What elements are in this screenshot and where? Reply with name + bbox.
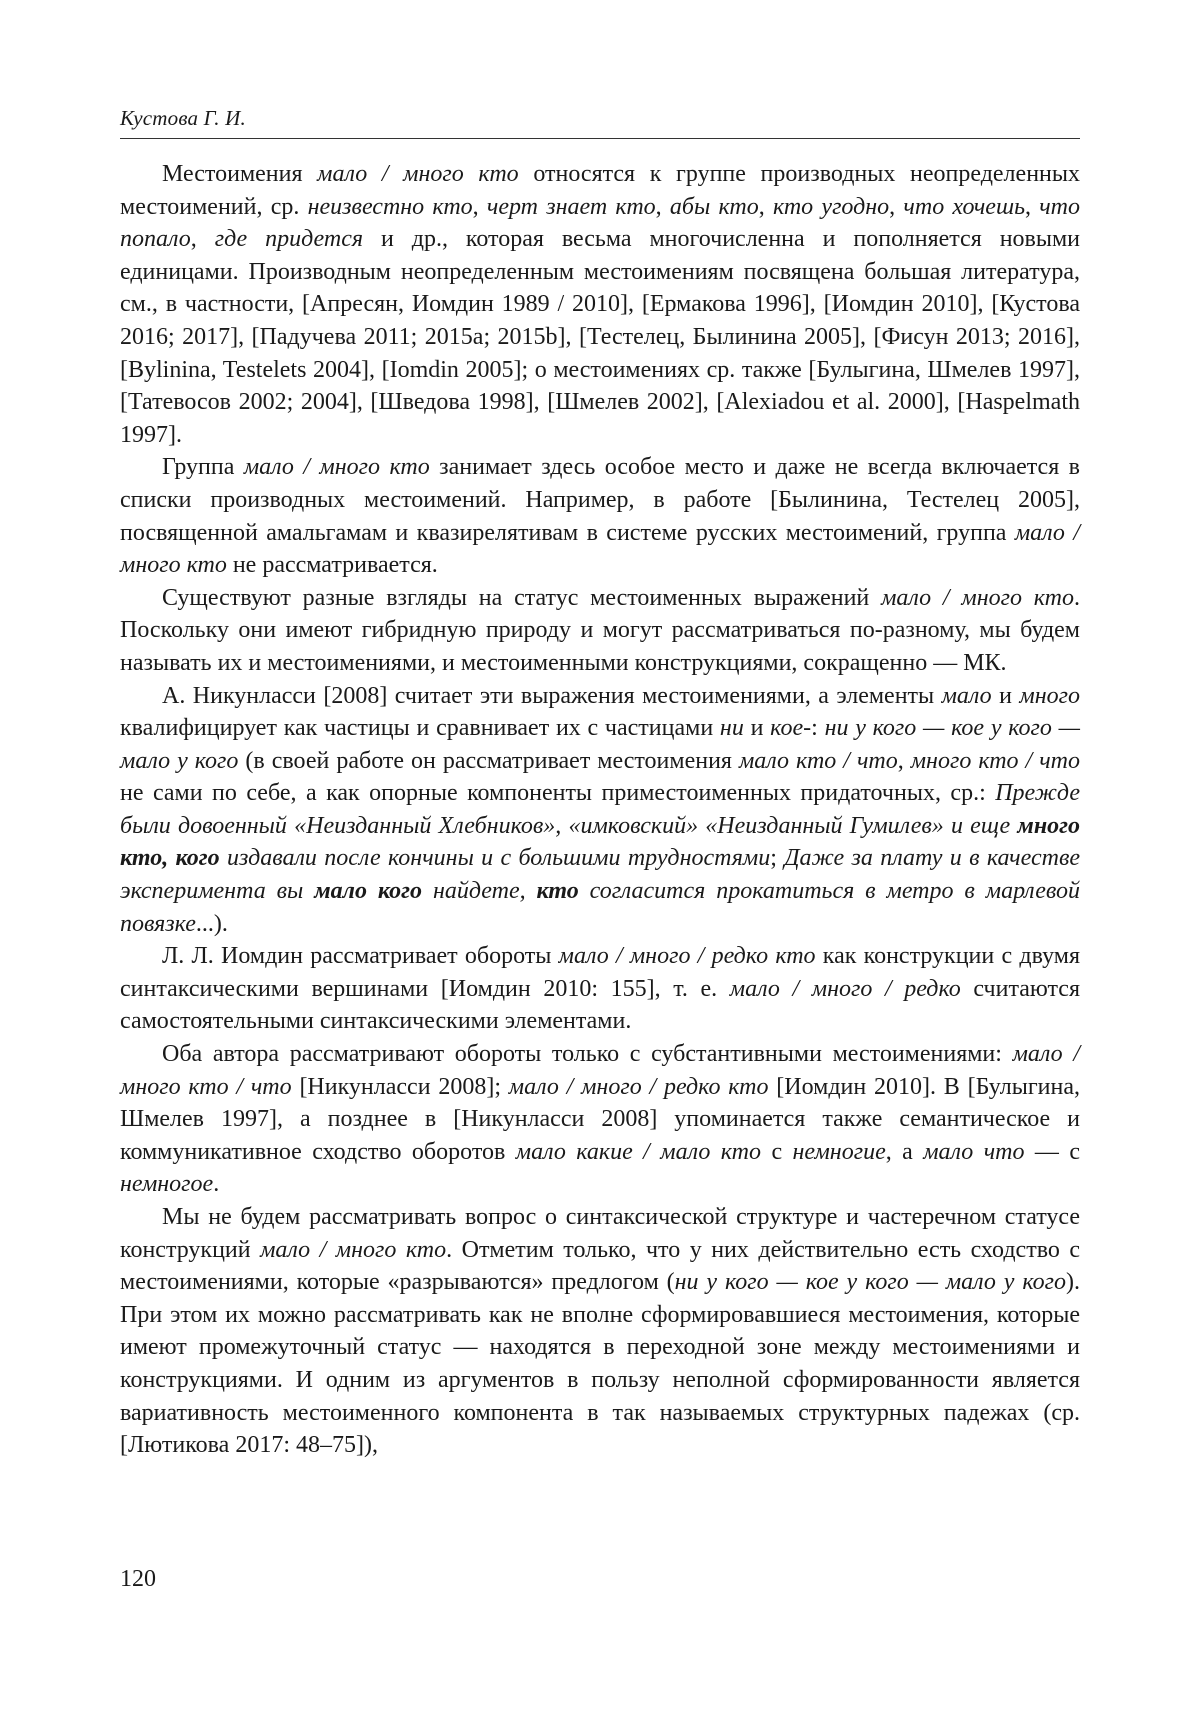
text-run: мало кто / что <box>738 747 898 774</box>
text-run: где придется <box>214 226 364 253</box>
text-run: мало / много кто <box>243 454 430 481</box>
text-run: издавали после кончины и с большими трудностями <box>219 845 771 872</box>
text-run: неизвестно кто <box>307 193 473 220</box>
text-run: А. Никунласси [2008] считает эти выражения местоимениями, а элементы <box>162 682 942 709</box>
text-run: Существуют разные взгляды на статус местоименных выражений <box>162 584 882 611</box>
text-run: много кто, кого <box>120 812 1080 872</box>
text-run: Прежде были довоенный «Неизданный Хлебников», «имковский» «Неизданный Гумилев» и еще <box>120 780 1080 839</box>
text-run: считаются самостоятельными синтаксическими элементами. <box>120 975 1080 1035</box>
text-run: Л. Л. Иомдин рассматривает обороты <box>162 943 559 970</box>
text-run: ). При этом их можно рассматривать как не вполне сформировавшиеся местоимения, которые имеют промежуточный статус — находятся в переходной зоне между местоимениями и конструкциями. И одним из аргументов в пользу неполной сформированности является вариативность местоименного компонента в так называемых структурных падежах (ср. [Лютикова 2017: 48–75]), <box>120 1269 1081 1459</box>
text-run: мало / много кто <box>317 161 519 187</box>
text-run: немногое <box>120 1171 214 1198</box>
text-run: мало / много кто <box>260 1236 447 1263</box>
text-run: : <box>811 715 825 742</box>
text-run: мало кого <box>314 878 423 905</box>
text-run: , <box>758 193 773 220</box>
text-run: , <box>655 193 670 220</box>
body-text <box>120 158 1080 1462</box>
text-run: кто <box>536 878 579 905</box>
text-run: . <box>213 1171 220 1198</box>
header-rule <box>120 138 1080 139</box>
paragraph <box>120 1038 1080 1201</box>
text-run: . Поскольку они имеют гибридную природу и могут рассматриваться по-разному, мы будем называть их и местоимениями, и местоименными конструкциями, сокращенно — МК. <box>120 584 1080 676</box>
text-run: абы кто <box>669 193 759 220</box>
text-run: . Отметим только, что у них действительно есть сходство с местоимениями, которые «разрываются» предлогом ( <box>120 1236 1081 1296</box>
paragraph <box>120 940 1080 1038</box>
text-run: ни у кого — кое у кого — мало у кого <box>674 1269 1067 1296</box>
text-run: согласится прокатиться в метро в марлевой повязке <box>120 878 1080 937</box>
text-run: мало / много кто <box>881 584 1074 611</box>
text-run: , <box>472 193 487 220</box>
text-run: — с <box>1024 1138 1080 1165</box>
text-run: Местоимения <box>162 161 318 187</box>
text-run: Даже за плату и в качестве эксперимента вы <box>120 845 1081 905</box>
text-run: и <box>743 715 771 742</box>
text-run: найдете, <box>422 878 537 905</box>
text-run: , <box>897 747 911 774</box>
text-run <box>314 878 422 904</box>
text-run: ...). <box>195 910 228 937</box>
text-run: ; <box>770 845 785 872</box>
text-run: что хочешь <box>903 193 1025 220</box>
text-run: [Никунласси 2008]; <box>291 1073 509 1100</box>
text-run: не рассматривается. <box>226 552 438 579</box>
text-run: , <box>1025 193 1040 220</box>
text-run: ни у кого — кое у кого — мало у кого <box>120 715 1080 774</box>
text-run: мало / много кто / что <box>120 1041 1081 1100</box>
text-run: и <box>991 682 1020 709</box>
paragraph <box>120 582 1080 680</box>
text-run: ни <box>719 715 744 742</box>
text-run: что попало <box>120 193 1081 253</box>
paragraph <box>120 451 1080 581</box>
text-run: (в своей работе он рассматривает местоимения <box>238 747 739 774</box>
paragraph <box>120 1201 1080 1462</box>
text-run: Оба автора рассматривают обороты только с субстантивными местоимениями: <box>162 1041 1013 1068</box>
text-run: мало / много / редко <box>729 975 961 1002</box>
text-run: и др., которая весьма многочисленна и пополняется новыми единицами. Производным неопределенным местоимениям посвящена большая литература, см., в частности, [Апресян, Иомдин 1989 / 2010], [Ермакова 1996], [Иомдин 2010], [Кустова 2016; 2017], [Падучева 2011; 2015a; 2015b], [Тестелец, Былинина 2005], [Фисун 2013; 2016], [Bylinina, Testelets 2004], [Iomdin 2005]; о местоимениях ср. также [Булыгина, Шмелев 1997], [Татевосов 2002; 2004], [Шведова 1998], [Шмелев 2002], [Alexiadou et al. 2000], [Haspelmath 1997]. <box>120 226 1081 448</box>
running-head: Кустова Г. И. <box>120 106 246 130</box>
text-run: мало какие / мало кто <box>515 1138 762 1165</box>
paragraph <box>120 680 1080 941</box>
text-run: мало / много / редко кто <box>558 943 816 970</box>
text-run <box>537 878 579 904</box>
text-run: мало что <box>923 1138 1025 1165</box>
text-run: много <box>1019 682 1080 709</box>
text-run: черт знает кто <box>486 193 656 220</box>
text-run: , <box>889 193 904 220</box>
text-run: немногие <box>792 1138 886 1165</box>
text-run: как конструкции с двумя синтаксическими вершинами [Иомдин 2010: 155], т. е. <box>120 943 1080 1002</box>
text-run: занимает здесь особое место и даже не всегда включается в списки производных местоимений. Например, в работе [Былинина, Тестелец 2005], посвященной амальгамам и квазирелятивам в системе русских местоимений, группа <box>120 454 1081 546</box>
paragraph <box>120 158 1080 451</box>
text-run: , <box>190 226 215 253</box>
text-run: мало <box>941 682 992 709</box>
text-run: кое- <box>770 715 812 742</box>
text-run: много кто / что <box>910 747 1081 774</box>
text-run: квалифицирует как частицы и сравнивает их с частицами <box>120 715 720 742</box>
text-run: кто угодно <box>772 193 890 220</box>
text-run: мало / много кто <box>120 519 1080 579</box>
text-run: , а <box>885 1138 924 1165</box>
text-run: относятся к группе производных неопределенных местоимений, ср. <box>120 161 1081 220</box>
text-run: мало / много / редко кто <box>508 1073 769 1100</box>
text-run: [Иомдин 2010]. В [Булыгина, Шмелев 1997], а позднее в [Никунласси 2008] упоминается также семантическое и коммуникативное сходство оборотов <box>120 1073 1081 1165</box>
text-run: не сами по себе, а как опорные компоненты приместоименных придаточных, ср.: <box>120 780 996 807</box>
page-number: 120 <box>120 1566 156 1592</box>
text-run: с <box>761 1138 793 1165</box>
text-run: Группа <box>162 454 244 481</box>
text-run: Мы не будем рассматривать вопрос о синтаксической структуре и частеречном статусе конструкций <box>120 1204 1080 1263</box>
